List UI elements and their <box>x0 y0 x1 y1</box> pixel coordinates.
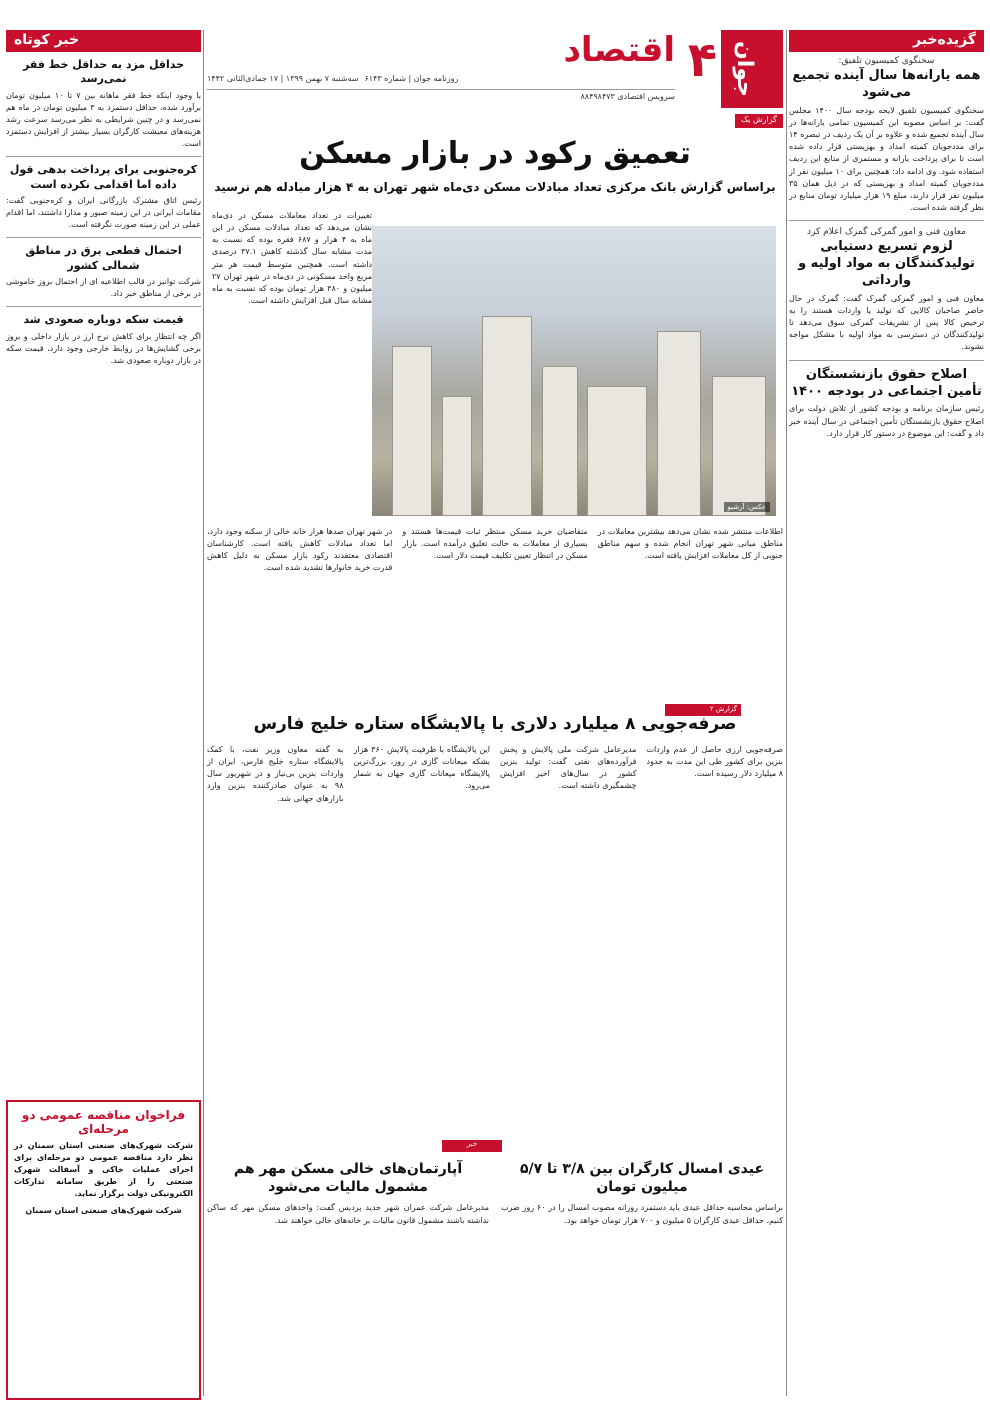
article-text: رئیس اتاق مشترک بازرگانی ایران و کره‌جنوبی گفت: مقامات ایرانی در این زمینه صبور و مدارا داشتند، اما اقدام عملی در این زمینه صورت نگرفته است. <box>6 195 201 230</box>
story-body <box>207 744 783 1140</box>
tender-advertisement <box>6 1100 201 1400</box>
article-text: شرکت توانیر در قالب اطلاعیه ای از احتمال بروز خاموشی در برخی از مناطق خبر داد. <box>6 277 201 299</box>
story-headline: احتمال قطعی برق در مناطق شمالی کشور <box>25 244 182 272</box>
page-number: ۴ <box>687 32 717 88</box>
masthead <box>207 30 783 124</box>
article-text: اطلاعات منتشر شده نشان می‌دهد بیشترین معاملات در مناطق میانی شهر تهران انجام شده و سهم مناطق جنوبی از کل معاملات افزایش یافته است. <box>597 527 783 561</box>
article-text: رئیس سازمان برنامه و بودجه کشور از تلاش دولت برای اصلاح حقوق بازنشستگان تأمین اجتماعی در سال آینده خبر داد و گفت: این موضوع در دستور کار قرار دارد. <box>789 404 984 438</box>
article-text: در شهر تهران صدها هزار خانه خالی از سکنه وجود دارد، اما تعداد مبادلات کاهش یافته است. کارشناسان اقتصادی معتقدند رکود بازار مسکن به دلیل کاهش قدرت خرید خانوارها تشدید شده است. <box>207 527 393 573</box>
building-shape <box>712 376 766 516</box>
bottom-story <box>501 1160 783 1398</box>
story-kicker: معاون فنی و امور گمرکی گمرک اعلام کرد <box>807 227 966 238</box>
building-shape <box>392 346 432 516</box>
issue-line <box>207 74 675 90</box>
tender-body: شرکت شهرک‌های صنعتی استان سمنان در نظر دارد مناقصه عمومی دو مرحله‌ای برای اجرای عملیات خاکی و آسفالت شهرک صنعتی را از طریق سامانه تدارکات الکترونیکی دولت برگزار نماید. <box>14 1141 193 1198</box>
article-text: متقاضیان خرید مسکن منتظر ثبات قیمت‌ها هستند و بسیاری از معاملات به حالت تعلیق درآمده است. بازار مسکن در اتنظار تعیین تکلیف قیمت دلار است. <box>402 527 588 561</box>
column-divider <box>786 30 787 1396</box>
divider <box>789 360 984 361</box>
photo-caption: عکس: آرشیو <box>724 502 770 512</box>
tender-footer: شرکت شهرک‌های صنعتی استان سمنان <box>25 1206 182 1215</box>
bottom-stories <box>207 1160 783 1398</box>
story-headline: عیدی امسال کارگران بین ۳/۸ تا ۵/۷ میلیون تومان <box>519 1161 765 1196</box>
building-shape <box>482 316 532 516</box>
section-title: اقتصاد <box>563 30 675 70</box>
building-shape <box>657 331 701 516</box>
article-text: با وجود اینکه خط فقر ماهانه بین ۷ تا ۱۰ میلیون تومان برآورد شده، حداقل دستمزد به ۳ میلیون تومان در ماه هم نمی‌رسد و در چنین شرایطی به نظر می‌رسد سرعت رشد هزینه‌های معیشت کارگران بسیار بیشتر از افزایش دستمزد است. <box>6 90 202 149</box>
lead-story-continuation <box>207 526 783 702</box>
building-shape <box>587 386 647 516</box>
issue-number: روزنامه جوان | شماره ۶۱۴۳ <box>364 74 459 83</box>
service-phone: سرویس اقتصادی ۸۸۴۹۸۴۷۳ <box>580 92 675 101</box>
newspaper-logo: جوان <box>721 30 783 108</box>
article-text: اگر چه انتظار برای کاهش نرخ ارز در بازار داخلی و بروز برخی گشایش‌ها در روابط خارجی وجود دارد، قیمت سکه در بازار دوباره صعودی شد. <box>6 331 201 365</box>
divider <box>6 156 201 157</box>
main-subhead: براساس گزارش بانک مرکزی تعداد مبادلات مسکن دی‌ماه شهر تهران به ۴ هزار مبادله هم نرسید <box>214 180 776 194</box>
column-tab: گزیده‌خبر <box>789 30 984 52</box>
bottom-story <box>207 1160 489 1398</box>
city-skyline-photo <box>372 226 776 516</box>
article-text: سخنگوی کمیسیون تلفیق لایحه بودجه سال ۱۴۰۰ مجلس گفت: بر اساس مصوبه این کمیسیون تمامی یارانه‌ها در سال آینده تجمیع شده و علاوه بر آن یک ردیف در تبصره ۱۴ برای مددجویان کمیته امداد و بهزیستی قرار داده شده است تا برای پرداخت یارانه و مستمری از منابع این ردیف استفاده شود. وی ادامه داد: همچنین برای ۱۰ میلیون نفر از مددجویان کمیته امداد و بهزیستی که در ذیل همان ۳۵ میلیون نفر قرار دارند، مبلغ ۱۹ هزار میلیارد تومان منابع در نظر گرفته شده است. <box>789 105 985 213</box>
divider <box>6 237 201 238</box>
story-headline: قیمت سکه دوباره صعودی شد <box>23 313 184 327</box>
article-text: صرفه‌جویی ارزی حاصل از عدم واردات بنزین برای کشور طی این مدت به حدود ۸ میلیارد دلار رسیده است. <box>646 745 783 779</box>
article-text: معاون فنی و امور گمرکی گمرک گفت: گمرک در حال حاضر صاحبان کالایی که تولید یا واردات هستند را به ترخیص کالا پس از تشریفات گمرکی سوق می‌دهد تا تولیدکنندگان در دسترسی به مواد اولیه با مشکل مواجه نشوند. <box>789 293 984 352</box>
divider <box>6 306 201 307</box>
article-text: براساس محاسبه حداقل عیدی باید دستمزد روزانه مصوب امسال را در ۶۰ روز ضرب کنیم، حداقل عیدی کارگران ۵ میلیون و ۷۰۰ هزار تومان خواهد بود. <box>501 1203 783 1225</box>
story-headline: لزوم تسریع دستیابی تولیدکنندگان به مواد اولیه و وارداتی <box>798 239 975 288</box>
lead-text: تغییرات در تعداد معاملات مسکن در دی‌ماه نشان می‌دهد که تعداد مبادلات مسکن در این ماه به ۴ هزار و ۶۸۷ فقره بوده که نسبت به مدت مشابه سال گذشته کاهش ۳۷.۱ درصدی داشته است. همچنین متوسط قیمت هر متر مربع واحد مسکونی در دی‌ماه در شهر تهران ۲۷ میلیون و ۳۸۰ هزار تومان بوده که نسبت به ماه مشابه سال قبل افزایش داشته است. <box>212 211 373 306</box>
building-shape <box>442 396 472 516</box>
divider <box>789 220 984 221</box>
report-tag: گزارش یک <box>735 114 783 128</box>
right-column <box>789 30 984 1398</box>
issue-date: سه‌شنبه ۷ بهمن ۱۳۹۹ | ۱۷ جمادی‌الثانی ۱۴۴۲ <box>207 74 359 83</box>
tender-title: فراخوان مناقصه عمومی دو مرحله‌ای <box>21 1108 186 1136</box>
story-headline: آپارتمان‌های خالی مسکن مهر هم مشمول مالیات می‌شود <box>233 1161 463 1196</box>
article-text: مدیرعامل شرکت ملی پالایش و پخش فرآورده‌های نفتی گفت: تولید بنزین کشور در سال‌های اخیر افزایش چشمگیری داشته است. <box>500 745 637 791</box>
article-text: این پالایشگاه با ظرفیت پالایش ۳۶۰ هزار بشکه میعانات گازی در روز، بزرگ‌ترین پالایشگاه میعانات گازی جهان به شمار می‌رود. <box>353 745 490 791</box>
column-tab: خبر کوتاه <box>6 30 201 52</box>
story-headline: همه یارانه‌ها سال آینده تجمیع می‌شود <box>792 68 981 100</box>
story-headline: کره‌جنوبی برای پرداخت بدهی قول داده اما اقدامی نکرده است <box>9 163 198 191</box>
story-headline: صرفه‌جویی ۸ میلیارد دلاری با پالایشگاه ستاره خلیج فارس <box>253 714 737 734</box>
story-kicker: سخنگوی کمیسیون تلفیق: <box>838 56 935 66</box>
article-text: مدیرعامل شرکت عمران شهر جدید پردیس گفت: واحدهای مسکن مهر که ساکن نداشته باشند مشمول قانون مالیات بر خانه‌های خالی خواهند شد. <box>207 1203 489 1225</box>
article-text: به گفته معاون وزیر نفت، با کمک پالایشگاه ستاره خلیج فارس، ایران از واردات بنزین بی‌نیاز و در شهریور سال ۹۸ به عنوان صادرکننده بنزین وارد بازارهای جهانی شد. <box>207 745 344 803</box>
report-tag: گزارش ۲ <box>665 704 741 716</box>
building-shape <box>542 366 578 516</box>
main-headline: تعمیق رکود در بازار مسکن <box>299 136 691 171</box>
story-headline: اصلاح حقوق بازنشستگان تأمین اجتماعی در بودجه ۱۴۰۰ <box>791 366 982 399</box>
news-tag: خبر <box>442 1140 502 1152</box>
lead-column <box>212 210 372 307</box>
story-headline: حداقل مزد به حداقل خط فقر نمی‌رسد <box>22 58 185 86</box>
column-divider <box>203 30 204 1396</box>
